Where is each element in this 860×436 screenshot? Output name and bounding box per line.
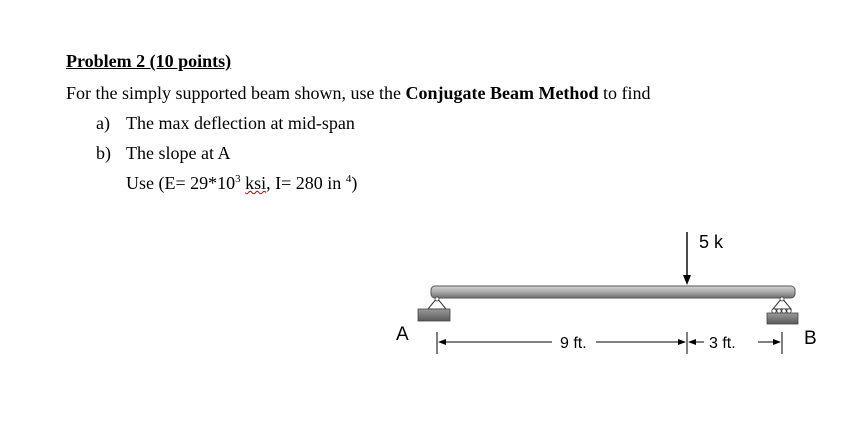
intro-method: Conjugate Beam Method xyxy=(405,83,599,103)
load-label: 5 k xyxy=(699,232,724,252)
intro-prefix: For the simply supported beam shown, use the xyxy=(66,83,406,103)
roller-support-b xyxy=(767,297,798,324)
question-a-marker: a) xyxy=(96,113,110,133)
given-close: ) xyxy=(351,173,358,193)
point-load-arrow xyxy=(683,232,691,285)
pin-support-a xyxy=(418,297,450,321)
given-i-exponent: 4 xyxy=(345,173,352,185)
given-e-exponent: 3 xyxy=(235,173,241,185)
intro-suffix: to find xyxy=(598,83,651,103)
given-i: , I= 280 in xyxy=(266,173,346,193)
beam xyxy=(431,286,795,298)
problem-title: Problem 2 (10 points) xyxy=(66,51,232,71)
given-e-prefix: Use (E= 29*10 xyxy=(126,173,236,193)
span-right-label: 3 ft. xyxy=(709,335,736,352)
question-b-text: The slope at A xyxy=(126,143,231,163)
given-e-unit: ksi xyxy=(245,173,267,193)
span-left-label: 9 ft. xyxy=(560,335,587,352)
support-a-label: A xyxy=(396,324,409,345)
support-b-label: B xyxy=(804,328,817,349)
question-a-text: The max deflection at mid-span xyxy=(126,113,355,133)
question-b-marker: b) xyxy=(96,143,111,163)
